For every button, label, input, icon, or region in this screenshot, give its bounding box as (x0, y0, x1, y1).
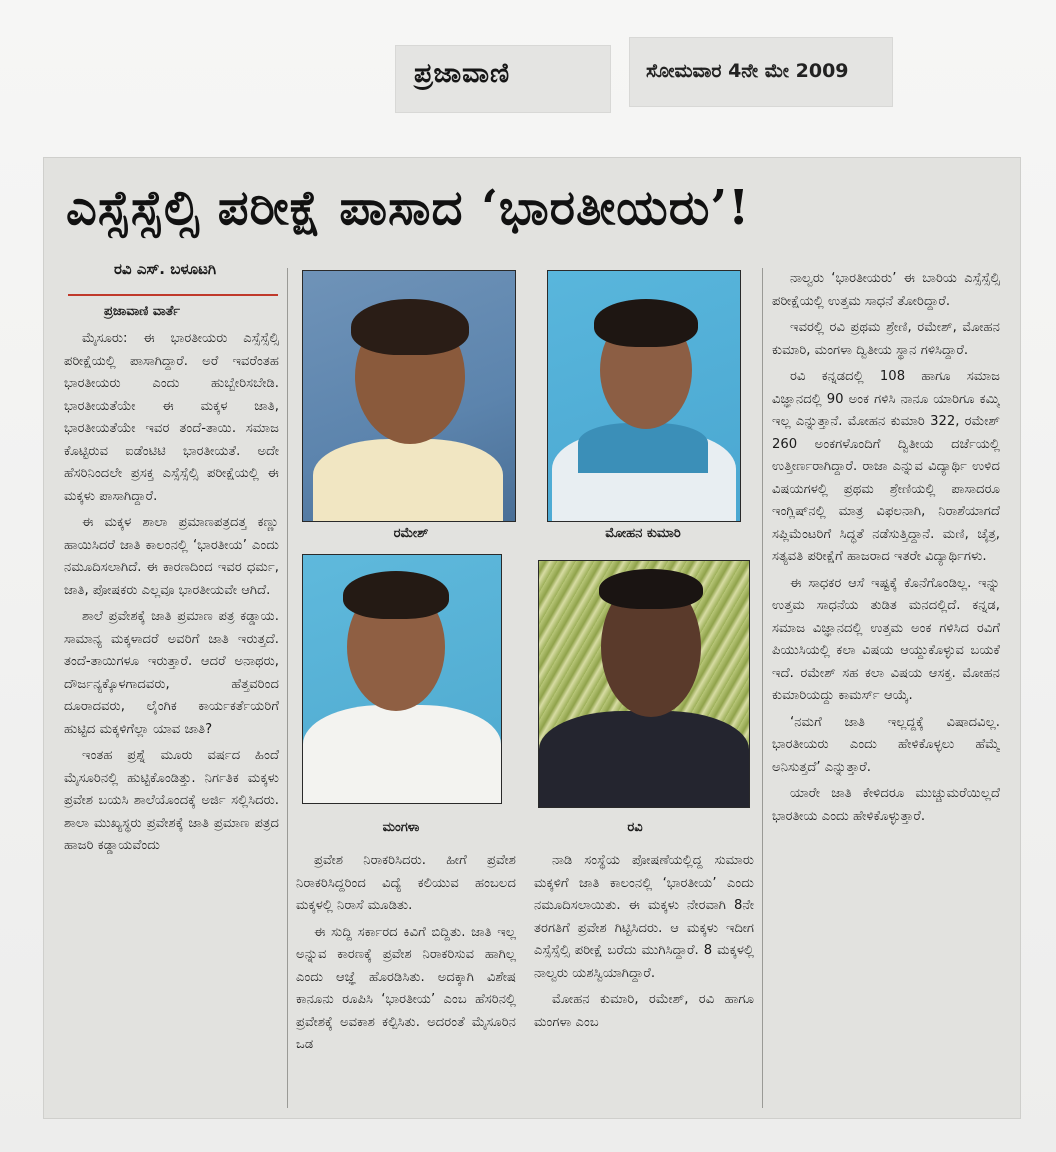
publication-date: ಸೋಮವಾರ 4ನೇ ಮೇ 2009 (646, 60, 849, 82)
paragraph: ಶಾಲೆ ಪ್ರವೇಶಕ್ಕೆ ಜಾತಿ ಪ್ರಮಾಣ ಪತ್ರ ಕಡ್ಡಾಯ. ಸಾಮಾನ್ಯ ಮಕ್ಕಳಾದರೆ ಅವರಿಗೆ ಜಾತಿ ಇರುತ್ತದೆ. ತಂದೆ-ತಾಯಿಗಳೂ ಇರುತ್ತಾರೆ. ಆದರೆ ಅನಾಥರು, ದೌರ್ಜನ್ಯಕ್ಕೊಳಗಾದವರು, ಹೆತ್ತವರಿಂದ ದೂರಾದವರು, ಲೈಂಗಿಕ ಕಾರ್ಯಕರ್ತೆಯರಿಗೆ ಹುಟ್ಟಿದ ಮಕ್ಕಳಿಗೆಲ್ಲಾ ಯಾವ ಜಾತಿ? (64, 609, 279, 737)
paragraph: ಯಾರೇ ಜಾತಿ ಕೇಳಿದರೂ ಮುಚ್ಚುಮರೆಯಿಲ್ಲದೆ ಭಾರತೀಯ ಎಂದು ಹೇಳಿಕೊಳ್ಳುತ್ತಾರೆ. (772, 786, 1000, 824)
photo-mohana-kumari (547, 270, 741, 522)
paragraph: ಪ್ರವೇಶ ನಿರಾಕರಿಸಿದರು. ಹೀಗೆ ಪ್ರವೇಶ ನಿರಾಕರಿಸಿದ್ದರಿಂದ ವಿದ್ಯೆ ಕಲಿಯುವ ಹಂಬಲದ ಮಕ್ಕಳಲ್ಲಿ ನಿರಾಸೆ ಮೂಡಿತು. (296, 853, 516, 913)
hair (599, 569, 703, 609)
headline: ಎಸ್ಸೆಸ್ಸೆಲ್ಸಿ ಪರೀಕ್ಷೆ ಪಾಸಾದ ‘ಭಾರತೀಯರು’! (66, 180, 751, 236)
article-clipping (44, 158, 1020, 1118)
caption-ramesh: ರಮೇಶ್ (393, 526, 429, 541)
paragraph: ಮೈಸೂರು: ಈ ಭಾರತೀಯರು ಎಸ್ಸೆಸ್ಸೆಲ್ಸಿ ಪರೀಕ್ಷೆಯಲ್ಲಿ ಪಾಸಾಗಿದ್ದಾರೆ. ಅರೆ ಇವರೆಂತಹ ಭಾರತೀಯರು ಎಂದು ಹುಬ್ಬೇರಿಸಬೇಡಿ. ಭಾರತೀಯತೆಯೇ ಈ ಮಕ್ಕಳ ಜಾತಿ, ಭಾರತೀಯತೆಯೇ ಇವರ ತಂದೆ-ತಾಯಿ. ಸಮಾಜ ಕೊಟ್ಟಿರುವ ಐಡೆಂಟಿಟಿ ಭಾರತೀಯತೆ. ಅದೇ ಹೆಸರಿನಿಂದಲೇ ಪ್ರಸಕ್ತ ಎಸ್ಸೆಸ್ಸೆಲ್ಸಿ ಪರೀಕ್ಷೆಯಲ್ಲಿ ಈ ಮಕ್ಕಳು ಪಾಸಾಗಿದ್ದಾರೆ. (64, 331, 279, 504)
column-1 (64, 328, 279, 1108)
byline-rule (68, 294, 278, 296)
paragraph: ಈ ಸುದ್ದಿ ಸರ್ಕಾರದ ಕಿವಿಗೆ ಬಿದ್ದಿತು. ಜಾತಿ ಇಲ್ಲ ಅನ್ನುವ ಕಾರಣಕ್ಕೆ ಪ್ರವೇಶ ನಿರಾಕರಿಸುವ ಹಾಗಿಲ್ಲ ಎಂದು ಆಜ್ಞೆ ಹೊರಡಿಸಿತು. ಅದಕ್ಕಾಗಿ ವಿಶೇಷ ಕಾನೂನು ರೂಪಿಸಿ ‘ಭಾರತೀಯ’ ಎಂಬ ಹೆಸರಿನಲ್ಲಿ ಪ್ರವೇಶಕ್ಕೆ ಅವಕಾಶ ಕಲ್ಪಿಸಿತು. ಅದರಂತೆ ಮೈಸೂರಿನ ಒಡ (296, 924, 516, 1052)
shirt (539, 711, 749, 807)
photo-mangala (302, 554, 502, 804)
caption-mohana-kumari: ಮೋಹನ ಕುಮಾರಿ (605, 526, 681, 541)
newspaper-name: ಪ್ರಜಾವಾಣಿ (414, 58, 511, 89)
shawl (303, 705, 501, 803)
paragraph: ರವಿ ಕನ್ನಡದಲ್ಲಿ 108 ಹಾಗೂ ಸಮಾಜ ವಿಜ್ಞಾನದಲ್ಲಿ 90 ಅಂಕ ಗಳಿಸಿ ನಾನೂ ಯಾರಿಗೂ ಕಮ್ಮಿ ಇಲ್ಲ ಎನ್ನುತ್ತಾನೆ. ಮೋಹನ ಕುಮಾರಿ 322, ರಮೇಶ್ 260 ಅಂಕಗಳೊಂದಿಗೆ ದ್ವಿತೀಯ ದರ್ಜೆಯಲ್ಲಿ ಉತ್ತೀರ್ಣರಾಗಿದ್ದಾರೆ. ರಾಜಾ ಎನ್ನುವ ವಿದ್ಯಾರ್ಥಿ ಉಳಿದ ವಿಷಯಗಳಲ್ಲಿ ಪ್ರಥಮ ಶ್ರೇಣಿಯಲ್ಲಿ ಪಾಸಾದರೂ ಇಂಗ್ಲಿಷ್‌ನಲ್ಲಿ ಮಾತ್ರ ವಿಫಲನಾಗಿ, ನಿರಾಶೆಯಾಗದೆ ಸಪ್ಲಿಮೆಂಟರಿಗೆ ಸಿದ್ಧತೆ ನಡೆಸುತ್ತಿದ್ದಾನೆ. ಮಣಿ, ಚೈತ್ರ, ಸತ್ಯವತಿ ಪರೀಕ್ಷೆಗೆ ಹಾಜರಾದ ಇತರೇ ವಿದ್ಯಾರ್ಥಿಗಳು. (772, 369, 1000, 564)
column-3 (296, 850, 516, 1108)
paragraph: ಮೋಹನ ಕುಮಾರಿ, ರಮೇಶ್, ರವಿ ಹಾಗೂ ಮಂಗಳಾ ಎಂಬ (534, 992, 754, 1030)
paragraph: ‘ನಮಗೆ ಜಾತಿ ಇಲ್ಲದ್ದಕ್ಕೆ ವಿಷಾದವಿಲ್ಲ. ಭಾರತೀಯರು ಎಂದು ಹೇಳಿಕೊಳ್ಳಲು ಹೆಮ್ಮೆ ಅನಿಸುತ್ತದೆ’ ಎನ್ನುತ್ತಾರೆ. (772, 714, 1000, 775)
date-clipping (630, 38, 892, 106)
paragraph: ಇಂತಹ ಪ್ರಶ್ನೆ ಮೂರು ವರ್ಷದ ಹಿಂದೆ ಮೈಸೂರಿನಲ್ಲಿ ಹುಟ್ಟಿಕೊಂಡಿತ್ತು. ನಿರ್ಗತಿಕ ಮಕ್ಕಳು ಪ್ರವೇಶ ಬಯಸಿ ಶಾಲೆಯೊಂದಕ್ಕೆ ಅರ್ಜಿ ಸಲ್ಲಿಸಿದರು. ಶಾಲಾ ಮುಖ್ಯಸ್ಥರು ಪ್ರವೇಶಕ್ಕೆ ಜಾತಿ ಪ್ರಮಾಣ ಪತ್ರದ ಹಾಜರಿ ಕಡ್ಡಾಯವೆಂದು (64, 748, 279, 853)
paragraph: ಇವರಲ್ಲಿ ರವಿ ಪ್ರಥಮ ಶ್ರೇಣಿ, ರಮೇಶ್, ಮೋಹನ ಕುಮಾರಿ, ಮಂಗಳಾ ದ್ವಿತೀಯ ಸ್ಥಾನ ಗಳಿಸಿದ್ದಾರೆ. (772, 320, 1000, 358)
collar (578, 423, 708, 473)
caption-mangala: ಮಂಗಳಾ (382, 820, 420, 835)
paragraph: ಈ ಸಾಧಕರ ಆಸೆ ಇಷ್ಟಕ್ಕೆ ಕೊನೆಗೊಂಡಿಲ್ಲ. ಇನ್ನು ಉತ್ತಮ ಸಾಧನೆಯ ತುಡಿತ ಮನದಲ್ಲಿದೆ. ಕನ್ನಡ, ಸಮಾಜ ವಿಜ್ಞಾನದಲ್ಲಿ ಉತ್ತಮ ಅಂಕ ಗಳಿಸಿದ ರವಿಗೆ ಪಿಯುಸಿಯಲ್ಲಿ ಕಲಾ ವಿಷಯ ಆಯ್ದುಕೊಳ್ಳುವ ಬಯಕೆ ಇದೆ. ರಮೇಶ್ ಸಹ ಕಲಾ ವಿಷಯ ಆಸಕ್ತ. ಮೋಹನ ಕುಮಾರಿಯದ್ದು ಕಾಮರ್ಸ್ ಆಯ್ಕೆ. (772, 575, 1000, 703)
shirt (313, 439, 503, 522)
paragraph: ಈ ಮಕ್ಕಳ ಶಾಲಾ ಪ್ರಮಾಣಪತ್ರದತ್ತ ಕಣ್ಣು ಹಾಯಿಸಿದರೆ ಜಾತಿ ಕಾಲಂನಲ್ಲಿ ‘ಭಾರತೀಯ’ ಎಂದು ನಮೂದಿಸಲಾಗಿದೆ. ಈ ಕಾರಣದಿಂದ ಇವರ ಧರ್ಮ, ಜಾತಿ, ಪೋಷಕರು ಎಲ್ಲವೂ ಭಾರತೀಯವೇ ಆಗಿದೆ. (64, 515, 279, 598)
hair (594, 299, 698, 347)
column-5 (772, 268, 1000, 1108)
photo-ramesh (302, 270, 516, 522)
paragraph: ನಾಡಿ ಸಂಸ್ಥೆಯ ಪೋಷಣೆಯಲ್ಲಿದ್ದ ಸುಮಾರು ಮಕ್ಕಳಿಗೆ ಜಾತಿ ಕಾಲಂನಲ್ಲಿ ‘ಭಾರತೀಯ’ ಎಂದು ನಮೂದಿಸಲಾಯಿತು. ಈ ಮಕ್ಕಳು ನೇರವಾಗಿ 8ನೇ ತರಗತಿಗೆ ಪ್ರವೇಶ ಗಿಟ್ಟಿಸಿದರು. ಆ ಮಕ್ಕಳು ಇದೀಗ ಎಸ್ಸೆಸ್ಸೆಲ್ಸಿ ಪರೀಕ್ಷೆ ಬರೆದು ಮುಗಿಸಿದ್ದಾರೆ. 8 ಮಕ್ಕಳಲ್ಲಿ ನಾಲ್ವರು ಯಶಸ್ವಿಯಾಗಿದ್ದಾರೆ. (534, 853, 754, 981)
caption-ravi: ರವಿ (627, 820, 643, 835)
column-4 (534, 850, 754, 1108)
masthead-clipping (396, 46, 610, 112)
news-source: ಪ್ರಜಾವಾಣಿ ವಾರ್ತೆ (104, 304, 180, 319)
column-divider (762, 268, 763, 1108)
byline: ರವಿ ಎಸ್. ಬಳೂಟಗಿ (114, 260, 217, 278)
hair (351, 299, 469, 355)
photo-ravi (538, 560, 750, 808)
paragraph: ನಾಲ್ವರು ‘ಭಾರತೀಯರು’ ಈ ಬಾರಿಯ ಎಸ್ಸೆಸ್ಸೆಲ್ಸಿ ಪರೀಕ್ಷೆಯಲ್ಲಿ ಉತ್ತಮ ಸಾಧನೆ ತೋರಿದ್ದಾರೆ. (772, 271, 1000, 309)
column-divider (287, 268, 288, 1108)
hair (343, 571, 449, 619)
